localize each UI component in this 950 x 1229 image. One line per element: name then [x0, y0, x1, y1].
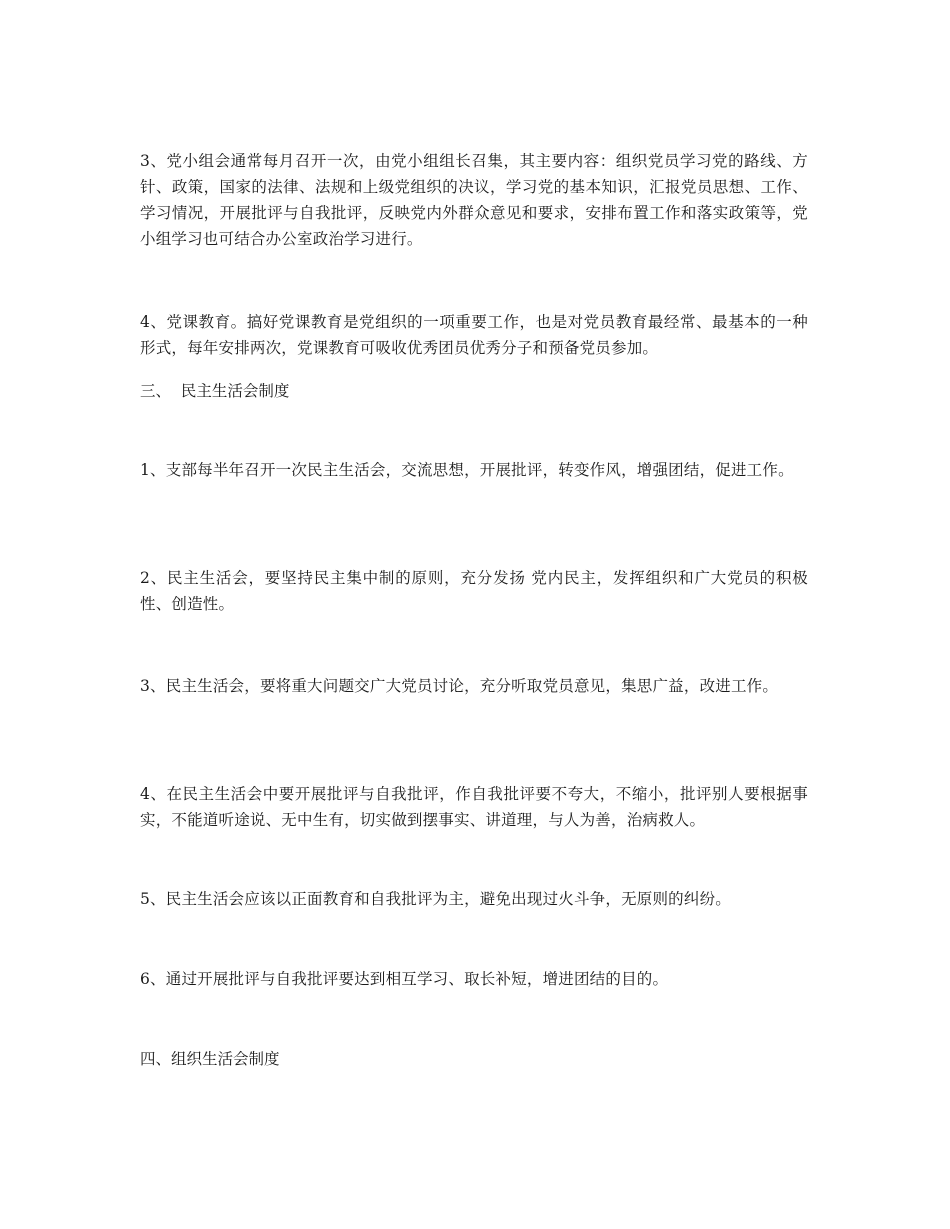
paragraph-democratic-life-1: 1、支部每半年召开一次民主生活会，交流思想，开展批评，转变作风，增强团结，促进工作。	[140, 461, 794, 479]
paragraph-democratic-life-4: 4、在民主生活会中要开展批评与自我批评，作自我批评要不夸大，不缩小，批评别人要根据事实，不能道听途说、无中生有，切实做到摆事实、讲道理，与人为善，治病救人。	[140, 785, 808, 829]
paragraph-party-group-meeting: 3、党小组会通常每月召开一次，由党小组组长召集，其主要内容：组织党员学习党的路线、方针、政策，国家的法律、法规和上级党组织的决议，学习党的基本知识，汇报党员思想、工作、学习情况，开展批评与自我批评，反映党内外群众意见和要求，安排布置工作和落实政策等，党小组学习也可结合办公室政治学习进行。	[140, 152, 808, 248]
section-heading-democratic-life: 三、 民主生活会制度	[140, 382, 290, 400]
paragraph-democratic-life-6: 6、通过开展批评与自我批评要达到相互学习、取长补短，增进团结的目的。	[140, 970, 669, 988]
paragraph-democratic-life-5: 5、民主生活会应该以正面教育和自我批评为主，避免出现过火斗争，无原则的纠纷。	[140, 890, 731, 908]
paragraph-party-lecture: 4、党课教育。搞好党课教育是党组织的一项重要工作，也是对党员教育最经常、最基本的一种形式，每年安排两次，党课教育可吸收优秀团员优秀分子和预备党员参加。	[140, 313, 808, 357]
paragraph-democratic-life-2: 2、民主生活会，要坚持民主集中制的原则，充分发扬 党内民主，发挥组织和广大党员的积极性、创造性。	[140, 569, 808, 613]
section-heading-organization-life: 四、组织生活会制度	[140, 1050, 280, 1068]
paragraph-democratic-life-3: 3、民主生活会，要将重大问题交广大党员讨论，充分听取党员意见，集思广益，改进工作。	[140, 677, 779, 695]
